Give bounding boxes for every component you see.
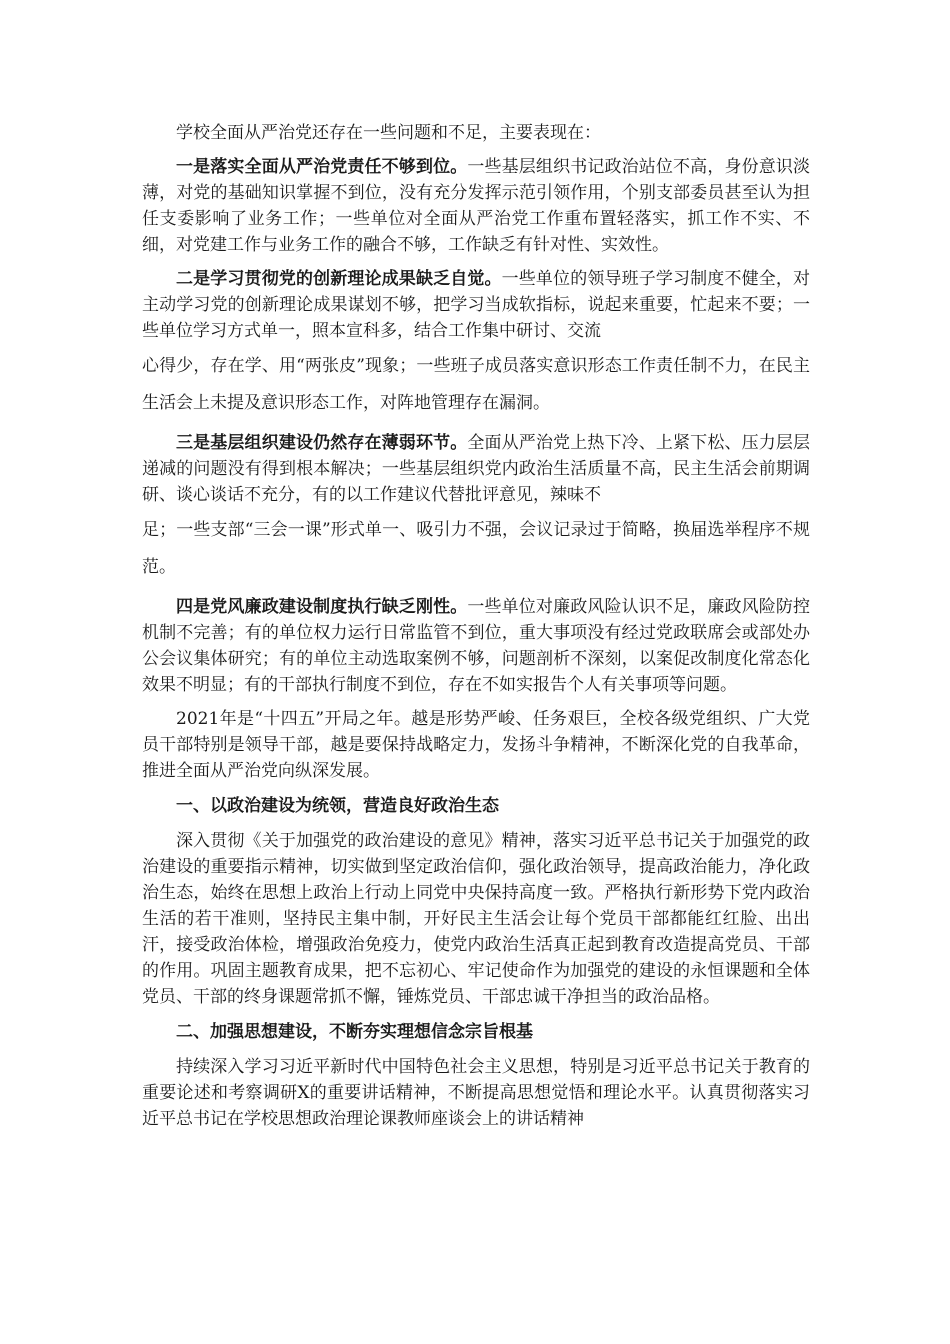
problem-paragraph-1 [142,154,810,258]
transition-paragraph: 2021年是“十四五”开局之年。越是形势严峻、任务艰巨，全校各级党组织、广大党员干部特别是领导干部，越是要保持战略定力，发扬斗争精神，不断深化党的自我革命，推进全面从严治党向纵深发展。 [142,709,810,781]
problem-text-1: 一些基层组织书记政治站位不高，身份意识淡薄，对党的基础知识掌握不到位，没有充分发挥示范引领作用，个别支部委员甚至认为担任支委影响了业务工作；一些单位对全面从严治党工作重布置轻落实，抓工作不实、不细，对党建工作与业务工作的融合不够，工作缺乏有针对性、实效性。 [142,157,811,255]
problem-paragraph-3-continued: 足；一些支部“三会一课”形式单一、吸引力不强，会议记录过于简略，换届选举程序不规范。 [142,520,810,577]
document-body [142,120,810,1140]
section-body-1: 深入贯彻《关于加强党的政治建设的意见》精神，落实习近平总书记关于加强党的政治建设的重要指示精神，切实做到坚定政治信仰，强化政治领导，提高政治能力，净化政治生态，始终在思想上政治上行动上同党中央保持高度一致。严格执行新形势下党内政治生活的若干准则，坚持民主集中制，开好民主生活会让每个党员干部都能红红脸、出出汗，接受政治体检，增强政治免疫力，使党内政治生活真正起到教育改造提高党员、干部的作用。巩固主题教育成果，把不忘初心、牢记使命作为加强党的建设的永恒课题和全体党员、干部的终身课题常抓不懈，锤炼党员、干部忠诚干净担当的政治品格。 [142,831,810,1007]
intro-paragraph: 学校全面从严治党还存在一些问题和不足，主要表现在： [176,123,601,143]
section-body-2: 持续深入学习习近平新时代中国特色社会主义思想，特别是习近平总书记关于教育的重要论述和考察调研X的重要讲话精神，不断提高思想觉悟和理论水平。认真贯彻落实习近平总书记在学校思想政治理论课教师座谈会上的讲话精神 [142,1057,810,1129]
problem-lead-1: 一是落实全面从严治党责任不够到位。 [176,157,468,177]
problem-text-3: 全面从严治党上热下冷、上紧下松、压力层层递减的问题没有得到根本解决；一些基层组织党内政治生活质量不高，民主生活会前期调研、谈心谈话不充分，有的以工作建议代替批评意见，辣味不 [142,433,811,505]
problem-text-2: 一些单位的领导班子学习制度不健全，对主动学习党的创新理论成果谋划不够，把学习当成软指标，说起来重要，忙起来不要；一些单位学习方式单一，照本宣科多，结合工作集中研讨、交流 [142,269,811,341]
problem-paragraph-3 [142,430,810,508]
problem-lead-4: 四是党风廉政建设制度执行缺乏刚性。 [176,597,468,617]
section-heading-2: 二、加强思想建设，不断夯实理想信念宗旨根基 [176,1022,533,1042]
problem-lead-3: 三是基层组织建设仍然存在薄弱环节。 [176,433,468,453]
problem-lead-2: 二是学习贯彻党的创新理论成果缺乏自觉。 [176,269,502,289]
problem-paragraph-2-continued: 心得少，存在学、用“两张皮”现象；一些班子成员落实意识形态工作责任制不力，在民主生活会上未提及意识形态工作，对阵地管理存在漏洞。 [142,356,810,413]
problem-paragraph-4 [142,594,810,698]
problem-text-4: 一些单位对廉政风险认识不足，廉政风险防控机制不完善；有的单位权力运行日常监管不到位，重大事项没有经过党政联席会或部处办公会议集体研究；有的单位主动选取案例不够，问题剖析不深刻，以案促改制度化常态化效果不明显；有的干部执行制度不到位，存在不如实报告个人有关事项等问题。 [142,597,811,695]
section-heading-1: 一、以政治建设为统领，营造良好政治生态 [176,796,499,816]
problem-paragraph-2 [142,266,810,344]
